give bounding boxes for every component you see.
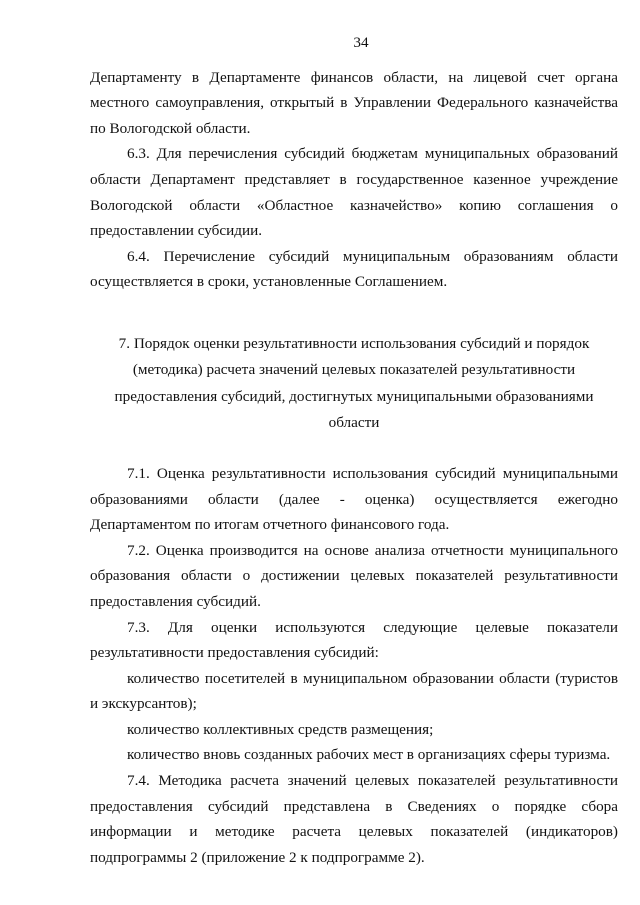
section-7-heading (90, 331, 618, 437)
paragraph-6-3: 6.3. Для перечисления субсидий бюджетам муниципальных образований области Департамент представляет в государственное казенное учреждение Вологодской области «Областное казначейство» копию соглашения о предоставлении субсидии. (90, 145, 618, 240)
paragraph-7-1: 7.1. Оценка результативности использования субсидий муниципальными образованиями области (далее - оценка) осуществляется ежегодно Департаментом по итогам отчетного финансового года. (90, 464, 618, 534)
paragraph-6-4: 6.4. Перечисление субсидий муниципальным образованиям области осуществляется в сроки, установленные Соглашением. (90, 247, 618, 291)
indicator-item-jobs: количество вновь созданных рабочих мест в организациях сферы туризма. (127, 746, 611, 764)
page-number: 34 (353, 34, 369, 51)
heading-line: (методика) расчета значений целевых показателей результативности (132, 361, 576, 379)
paragraph-7-4: 7.4. Методика расчета значений целевых показателей результативности предоставления субсидий представлена в Сведениях о порядке сбора информации и методике расчета целевых показателей (индикаторов) подпрограммы 2 (приложение 2 к подпрограмме 2). (90, 772, 618, 866)
indicator-item-visitors: количество посетителей в муниципальном образовании области (туристов и экскурсантов); (90, 669, 618, 713)
paragraph-7-3: 7.3. Для оценки используются следующие целевые показатели результативности предоставления субсидий: (90, 618, 618, 662)
heading-line: 7. Порядок оценки результативности использования субсидий и порядок (118, 334, 590, 352)
paragraph-continuation: Департаменту в Департаменте финансов области, на лицевой счет органа местного самоуправления, открытый в Управлении Федерального казначейства по Вологодской области. (90, 68, 618, 137)
indicator-item-accommodation: количество коллективных средств размещения; (127, 720, 434, 738)
heading-line: области (328, 414, 380, 432)
paragraph-7-2: 7.2. Оценка производится на основе анализа отчетности муниципального образования области о достижении целевых показателей результативности предоставления субсидий. (90, 541, 618, 610)
heading-line: предоставления субсидий, достигнутых муниципальными образованиями (114, 387, 594, 405)
